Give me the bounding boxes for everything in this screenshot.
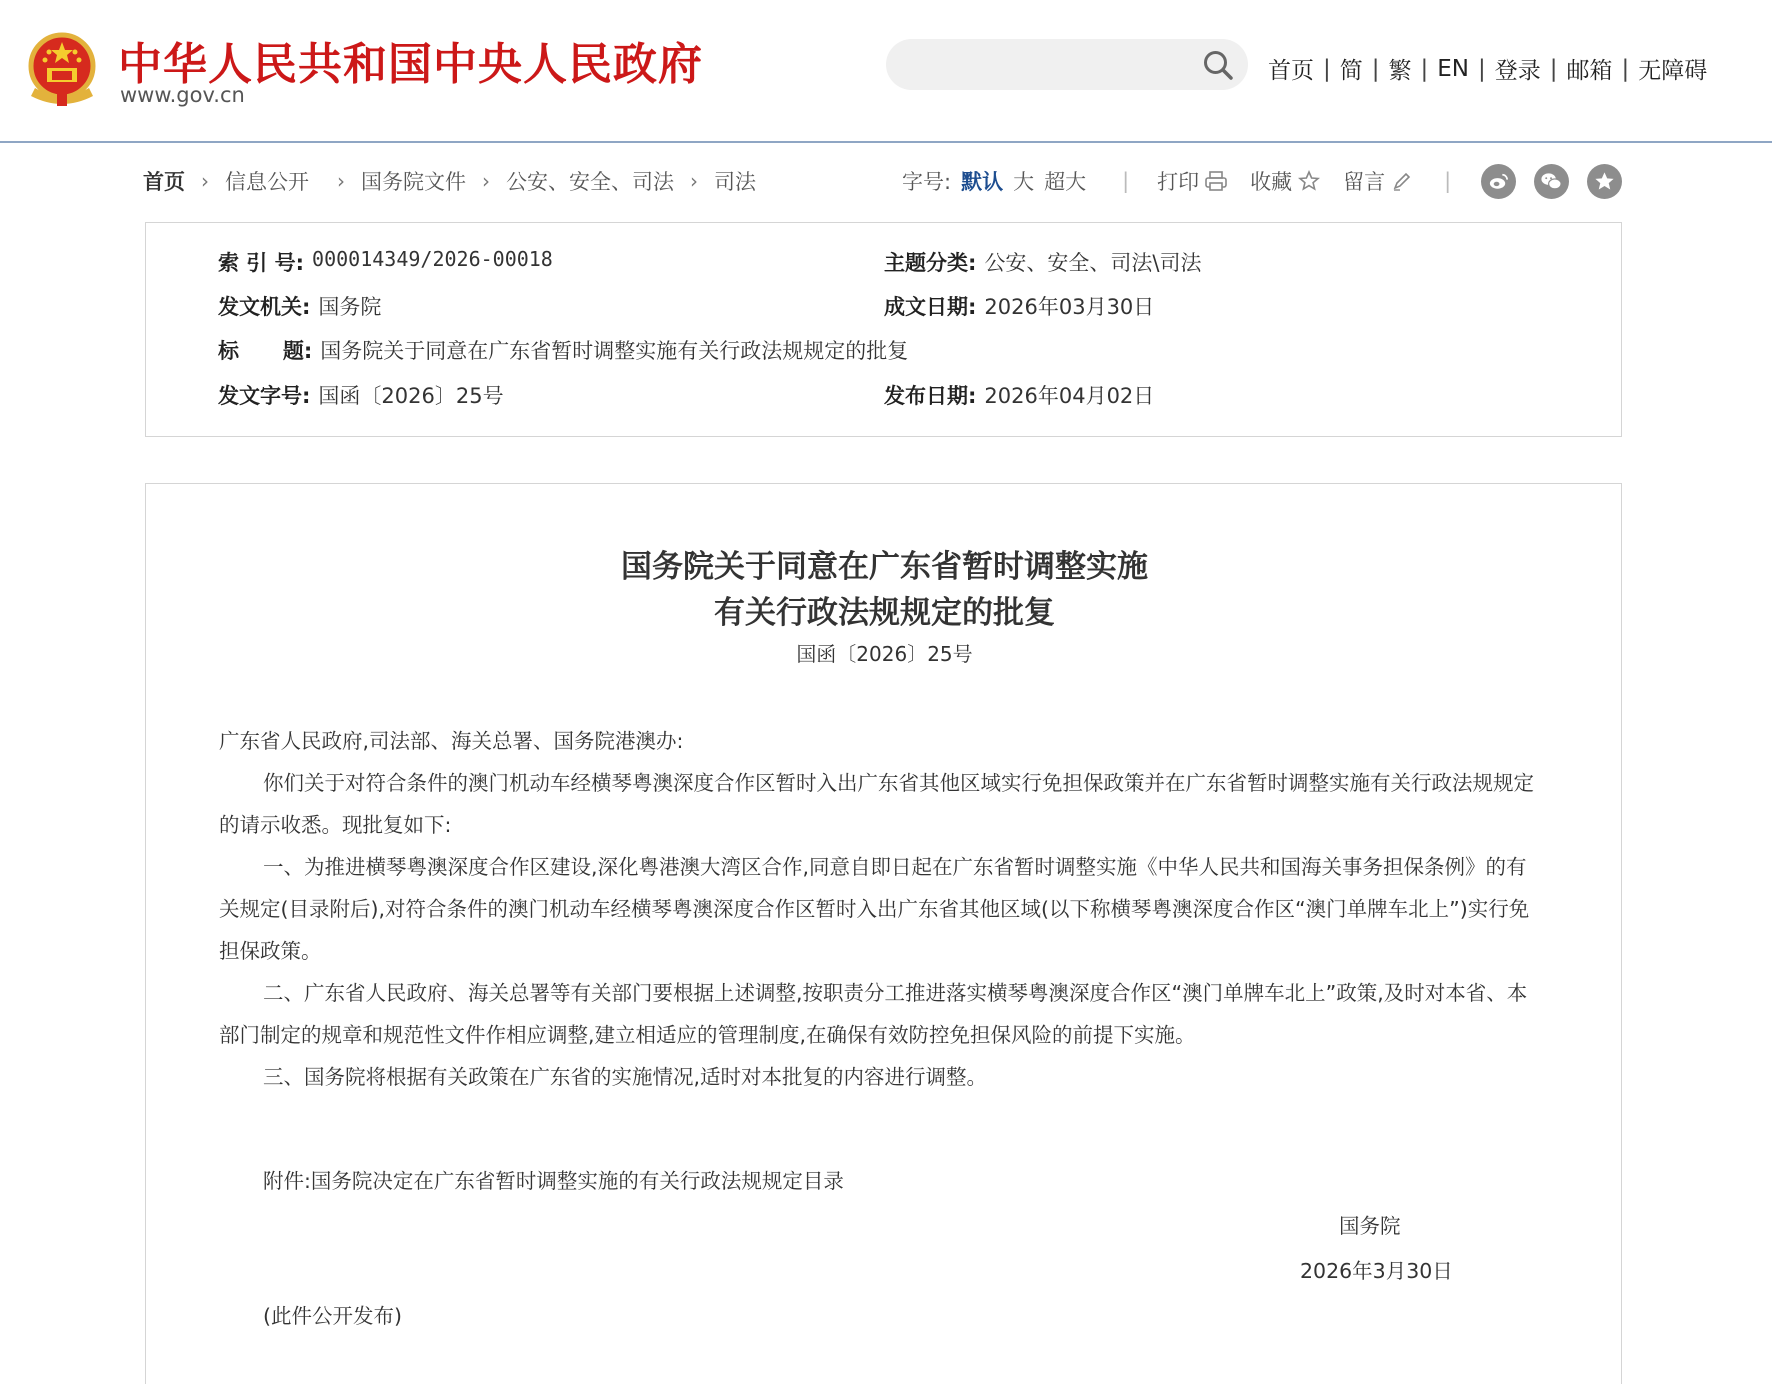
- meta-docno-label: 发文字号:: [218, 384, 311, 408]
- nav-separator: |: [1371, 55, 1380, 82]
- wechat-share-button[interactable]: [1534, 164, 1569, 199]
- weibo-share-button[interactable]: [1481, 164, 1516, 199]
- meta-category-label: 主题分类:: [884, 251, 977, 275]
- chevron-right-icon: ›: [201, 169, 209, 193]
- meta-issuer-label: 发文机关:: [218, 295, 311, 319]
- sign-date: 2026年3月30日: [1300, 1259, 1453, 1283]
- nav-home[interactable]: 首页: [1268, 58, 1314, 84]
- url-prefix: www.: [120, 83, 177, 107]
- font-size-default[interactable]: 默认: [961, 170, 1004, 194]
- site-url: [120, 83, 245, 107]
- search-icon[interactable]: [1202, 49, 1234, 81]
- meta-issuer: [218, 291, 381, 321]
- meta-category-value: 公安、安全、司法\司法: [984, 251, 1202, 275]
- print-label[interactable]: 打印: [1157, 170, 1200, 194]
- national-emblem-icon[interactable]: [27, 30, 97, 108]
- article-title-line1: 国务院关于同意在广东省暂时调整实施: [621, 549, 1148, 585]
- meta-pubdate-value: 2026年04月02日: [984, 384, 1155, 408]
- paragraph: 一、为推进横琴粤澳深度合作区建设,深化粤港澳大湾区合作,同意自即日起在广东省暂时调整实施《中华人民共和国海关事务担保条例》的有关规定(目录附后),对符合条件的澳门机动车经横琴粤澳深度合作区暂时入出广东省其他区域(以下称横琴粤澳深度合作区“澳门单牌车北上”)实行免担保政策。: [219, 855, 1530, 963]
- meta-title-label: 标 题:: [218, 339, 313, 363]
- nav-separator: |: [1621, 55, 1630, 82]
- search-box: [886, 39, 1248, 90]
- article-body: [219, 720, 1539, 1098]
- document-meta-box: [145, 222, 1622, 437]
- meta-title-value: 国务院关于同意在广东省暂时调整实施有关行政法规规定的批复: [320, 339, 909, 363]
- tools-separator: |: [1122, 169, 1130, 193]
- favorite-label[interactable]: 收藏: [1250, 170, 1293, 194]
- site-header: [0, 0, 1772, 143]
- meta-title: [218, 335, 908, 365]
- top-nav: [1268, 52, 1707, 85]
- paragraph: 你们关于对符合条件的澳门机动车经横琴粤澳深度合作区暂时入出广东省其他区域实行免担保政策并在广东省暂时调整实施有关行政法规规定的请示收悉。现批复如下:: [219, 771, 1534, 837]
- tools-separator: |: [1444, 169, 1452, 193]
- paragraph: 三、国务院将根据有关政策在广东省的实施情况,适时对本批复的内容进行调整。: [263, 1065, 988, 1089]
- meta-index: [218, 247, 553, 277]
- meta-docno-value: 国函〔2026〕25号: [318, 384, 504, 408]
- article-content: [145, 483, 1622, 1384]
- paragraph: 二、广东省人民政府、海关总署等有关部门要根据上述调整,按职责分工推进落实横琴粤澳深度合作区“澳门单牌车北上”政策,及时对本省、本部门制定的规章和规范性文件作相应调整,建立相适应的管理制度,在确保有效防控免担保风险的前提下实施。: [219, 981, 1528, 1047]
- nav-mailbox[interactable]: 邮箱: [1566, 58, 1613, 84]
- chevron-right-icon: ›: [482, 169, 490, 193]
- chevron-right-icon: ›: [690, 169, 698, 193]
- nav-login[interactable]: 登录: [1494, 58, 1541, 84]
- meta-index-label: 索 引 号:: [218, 251, 305, 275]
- printer-icon[interactable]: [1204, 169, 1228, 193]
- font-size-xlarge[interactable]: 超大: [1044, 170, 1087, 194]
- meta-pubdate: [884, 380, 1154, 410]
- meta-issuer-value: 国务院: [318, 295, 382, 319]
- meta-date: [884, 291, 1154, 321]
- meta-index-value: 000014349/2026-00018: [312, 247, 553, 271]
- breadcrumb-judicial[interactable]: 司法: [714, 170, 756, 194]
- nav-separator: |: [1420, 55, 1429, 82]
- article-tools: [902, 166, 1451, 196]
- breadcrumb-public-security[interactable]: 公安、安全、司法: [506, 170, 674, 194]
- breadcrumb-state-council-docs[interactable]: 国务院文件: [361, 170, 466, 194]
- weibo-icon: [1487, 170, 1510, 193]
- article-title: [146, 544, 1623, 636]
- url-main: gov: [176, 83, 214, 107]
- publication-note: (此件公开发布): [263, 1304, 402, 1328]
- pencil-icon[interactable]: [1390, 169, 1414, 193]
- url-suffix: .cn: [213, 83, 245, 107]
- comment-label[interactable]: 留言: [1343, 170, 1386, 194]
- nav-accessibility[interactable]: 无障碍: [1638, 58, 1708, 84]
- meta-docno: [218, 380, 504, 410]
- search-input[interactable]: [910, 47, 1180, 81]
- favorite-share-button[interactable]: [1587, 164, 1622, 199]
- meta-category: [884, 247, 1201, 277]
- star-icon[interactable]: [1297, 169, 1321, 193]
- article-docno: 国函〔2026〕25号: [796, 642, 973, 666]
- nav-simplified[interactable]: 简: [1339, 58, 1363, 84]
- wechat-icon: [1540, 170, 1563, 193]
- nav-traditional[interactable]: 繁: [1388, 58, 1412, 84]
- meta-pubdate-label: 发布日期:: [884, 384, 977, 408]
- font-size-label: 字号:: [902, 170, 952, 194]
- article-title-line2: 有关行政法规规定的批复: [714, 595, 1055, 631]
- font-size-large[interactable]: 大: [1013, 170, 1035, 194]
- salutation: 广东省人民政府,司法部、海关总署、国务院港澳办:: [219, 729, 684, 753]
- breadcrumb-info-disclosure[interactable]: 信息公开: [225, 170, 309, 194]
- star-share-icon: [1593, 170, 1616, 193]
- site-title[interactable]: 中华人民共和国中央人民政府: [118, 39, 703, 90]
- nav-separator: |: [1323, 55, 1331, 82]
- signer: 国务院: [1339, 1214, 1401, 1238]
- chevron-right-icon: ›: [337, 169, 345, 193]
- nav-english[interactable]: EN: [1437, 55, 1469, 82]
- attachment-note: 附件:国务院决定在广东省暂时调整实施的有关行政法规规定目录: [263, 1169, 844, 1193]
- meta-date-label: 成文日期:: [884, 295, 977, 319]
- meta-date-value: 2026年03月30日: [984, 295, 1155, 319]
- nav-separator: |: [1549, 55, 1558, 82]
- breadcrumb: [143, 166, 756, 196]
- breadcrumb-home[interactable]: 首页: [143, 170, 185, 194]
- nav-separator: |: [1478, 55, 1486, 82]
